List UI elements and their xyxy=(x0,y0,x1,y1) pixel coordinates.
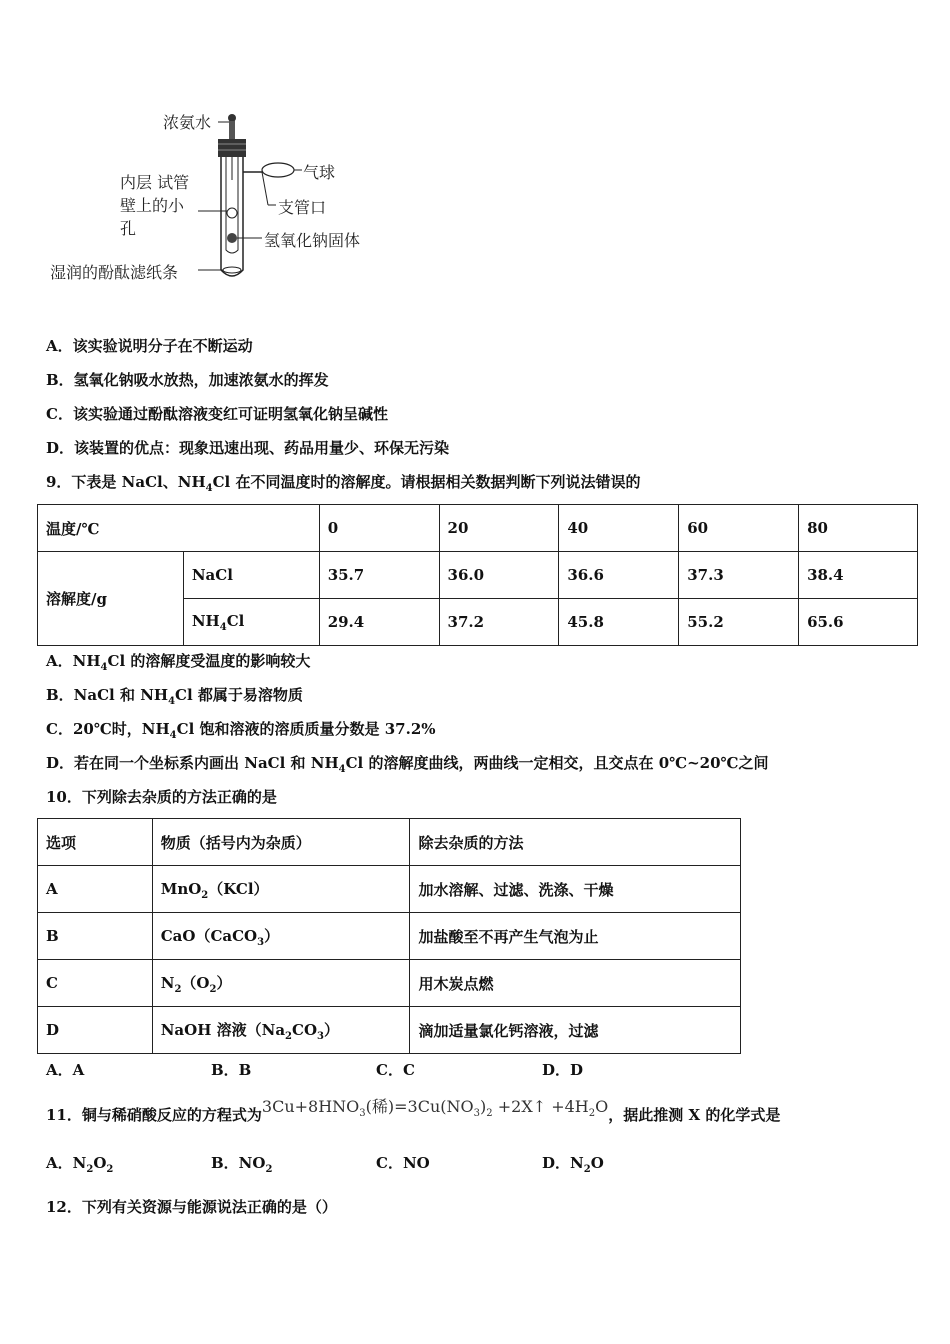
row-c-sub-s: 2 xyxy=(174,983,182,995)
q9-option-a-sub: 4 xyxy=(100,662,108,673)
nh4cl-label xyxy=(183,599,319,646)
row-b-option: B xyxy=(38,913,153,960)
temp-20: 20 xyxy=(439,505,559,552)
reaction-equation xyxy=(261,1097,609,1120)
q12-stem: 12．下列有关资源与能源说法正确的是（） xyxy=(46,1198,337,1216)
eq-part-4: +2X↑ +4H xyxy=(492,1097,589,1116)
q11-d-s: 2 xyxy=(583,1164,591,1175)
eq-part-3: ) xyxy=(480,1097,487,1116)
temp-80: 80 xyxy=(799,505,918,552)
nh4cl-label-b: Cl xyxy=(226,611,245,630)
eq-sub-2: 3 xyxy=(473,1108,481,1120)
eq-sub-4: 2 xyxy=(588,1108,596,1120)
solubility-table xyxy=(37,504,918,646)
q9-option-c-1: C．20℃时，NH xyxy=(46,720,170,738)
table-row xyxy=(38,819,741,866)
table-row xyxy=(38,505,918,552)
row-d-substance xyxy=(152,1007,410,1054)
temp-60: 60 xyxy=(679,505,799,552)
q9-stem-a: 9．下表是 NaCl、NH xyxy=(46,473,206,491)
row-a-sub-b: （KCl） xyxy=(208,879,269,898)
q8-option-c: C．该实验通过酚酞溶液变红可证明氢氧化钠呈碱性 xyxy=(46,405,388,423)
impurity-table xyxy=(37,818,741,1054)
q11-a-2: O xyxy=(93,1154,107,1172)
nh4cl-label-a: NH xyxy=(191,611,220,630)
table-row xyxy=(38,960,741,1007)
header-option: 选项 xyxy=(38,819,153,866)
label-inner-tube-2: 壁上的小 xyxy=(120,196,185,215)
q10-answer-b: B．B xyxy=(211,1061,252,1079)
eq-part-5: O xyxy=(595,1097,609,1116)
temp-header: 温度/℃ xyxy=(38,505,320,552)
header-substance: 物质（括号内为杂质） xyxy=(152,819,410,866)
q11-d-1: D．N xyxy=(542,1154,584,1172)
q9-option-c-2: Cl 饱和溶液的溶质质量分数是 37.2% xyxy=(176,720,436,738)
row-a-option: A xyxy=(38,866,153,913)
nh4cl-0: 29.4 xyxy=(319,599,439,646)
row-d-sub-c: ） xyxy=(324,1020,340,1039)
q9-option-d xyxy=(46,753,769,780)
label-inner-tube-1: 内层 试管 xyxy=(120,173,190,192)
q11-a-s2: 2 xyxy=(106,1164,114,1175)
label-paper: 湿润的酚酞滤纸条 xyxy=(50,263,179,282)
q11-d-2: O xyxy=(590,1154,604,1172)
row-a-sub-s: 2 xyxy=(201,889,209,901)
header-method: 除去杂质的方法 xyxy=(410,819,741,866)
nh4cl-40: 45.8 xyxy=(559,599,679,646)
q9-option-d-sub: 4 xyxy=(338,764,346,775)
temp-0: 0 xyxy=(319,505,439,552)
q11-stem-a: 11．铜与稀硝酸反应的方程式为 xyxy=(46,1106,262,1124)
q9-option-d-1: D．若在同一个坐标系内画出 NaCl 和 NH xyxy=(46,754,339,772)
row-d-sub-s2: 3 xyxy=(317,1030,324,1042)
nacl-60: 37.3 xyxy=(679,552,799,599)
q11-a-s1: 2 xyxy=(86,1164,94,1175)
row-c-sub-c: ） xyxy=(216,973,232,992)
row-b-sub-a: CaO（CaCO xyxy=(160,926,258,945)
row-b-substance xyxy=(152,913,410,960)
q11-stem-b: ，据此推测 X 的化学式是 xyxy=(608,1106,781,1124)
q9-option-b xyxy=(46,685,303,712)
row-c-sub-a: N xyxy=(160,973,175,992)
label-balloon: 气球 xyxy=(303,163,336,182)
nh4cl-60: 55.2 xyxy=(679,599,799,646)
apparatus-diagram xyxy=(40,100,400,300)
nacl-40: 36.6 xyxy=(559,552,679,599)
q11-option-b xyxy=(211,1153,272,1180)
q9-option-c xyxy=(46,719,436,746)
label-inner-tube-3: 孔 xyxy=(120,219,137,238)
q8-option-a: A．该实验说明分子在不断运动 xyxy=(46,337,253,355)
q11-b-s: 2 xyxy=(265,1164,273,1175)
nh4cl-label-sub: 4 xyxy=(219,621,227,633)
q9-stem-b: Cl 在不同温度时的溶解度。请根据相关数据判断下列说法错误的 xyxy=(212,473,641,491)
row-c-sub-b: （O xyxy=(181,973,210,992)
q11-option-d xyxy=(542,1153,604,1180)
row-b-sub-b: ） xyxy=(264,926,280,945)
label-naoh: 氢氧化钠固体 xyxy=(264,231,361,250)
eq-part-1: 3Cu+8HNO xyxy=(261,1097,360,1116)
q9-option-a-1: A．NH xyxy=(46,652,101,670)
row-d-sub-b: CO xyxy=(292,1020,318,1039)
row-a-substance xyxy=(152,866,410,913)
q9-stem xyxy=(46,472,640,499)
eq-sub-3: 2 xyxy=(486,1108,493,1120)
nacl-0: 35.7 xyxy=(319,552,439,599)
nh4cl-20: 37.2 xyxy=(439,599,559,646)
q8-option-d: D．该装置的优点：现象迅速出现、药品用量少、环保无污染 xyxy=(46,439,450,457)
table-row xyxy=(38,913,741,960)
nacl-label: NaCl xyxy=(183,552,319,599)
q9-option-a xyxy=(46,651,310,678)
q11-b-1: B．NO xyxy=(211,1154,266,1172)
q10-answer-a: A．A xyxy=(46,1061,85,1079)
q9-option-a-2: Cl 的溶解度受温度的影响较大 xyxy=(107,652,311,670)
row-d-method: 滴加适量氯化钙溶液，过滤 xyxy=(410,1007,741,1054)
q9-option-d-2: Cl 的溶解度曲线，两曲线一定相交，且交点在 0℃~20℃之间 xyxy=(345,754,769,772)
temp-40: 40 xyxy=(559,505,679,552)
label-branch: 支管口 xyxy=(278,198,327,217)
row-d-sub-s: 2 xyxy=(285,1030,293,1042)
row-a-method: 加水溶解、过滤、洗涤、干燥 xyxy=(410,866,741,913)
solubility-label: 溶解度/g xyxy=(38,552,184,646)
q11-option-c: C．NO xyxy=(376,1154,430,1172)
q9-option-b-sub: 4 xyxy=(168,696,176,707)
table-row xyxy=(38,552,918,599)
q10-answer-c: C．C xyxy=(376,1061,415,1079)
q11-option-a xyxy=(46,1153,113,1180)
q9-stem-sub: 4 xyxy=(205,483,213,494)
q8-option-b: B．氢氧化钠吸水放热，加速浓氨水的挥发 xyxy=(46,371,329,389)
row-c-substance xyxy=(152,960,410,1007)
table-row xyxy=(38,866,741,913)
nh4cl-80: 65.6 xyxy=(799,599,918,646)
eq-sub-1: 3 xyxy=(359,1108,366,1120)
q10-answer-d: D．D xyxy=(542,1061,584,1079)
q9-option-c-sub: 4 xyxy=(169,730,177,741)
nacl-20: 36.0 xyxy=(439,552,559,599)
label-ammonia: 浓氨水 xyxy=(163,113,212,132)
q9-option-b-2: Cl 都属于易溶物质 xyxy=(175,686,303,704)
q11-stem xyxy=(46,1097,781,1137)
row-c-sub-s2: 2 xyxy=(209,983,217,995)
row-b-method: 加盐酸至不再产生气泡为止 xyxy=(410,913,741,960)
q10-stem: 10．下列除去杂质的方法正确的是 xyxy=(46,788,277,806)
row-c-method: 用木炭点燃 xyxy=(410,960,741,1007)
q9-option-b-1: B．NaCl 和 NH xyxy=(46,686,169,704)
nacl-80: 38.4 xyxy=(799,552,918,599)
q11-a-1: A．N xyxy=(46,1154,87,1172)
row-b-sub-s: 3 xyxy=(257,936,265,948)
row-d-option: D xyxy=(38,1007,153,1054)
table-row xyxy=(38,1007,741,1054)
row-c-option: C xyxy=(38,960,153,1007)
row-d-sub-a: NaOH 溶液（Na xyxy=(160,1020,286,1039)
row-a-sub-a: MnO xyxy=(160,879,202,898)
eq-part-2: (稀)=3Cu(NO xyxy=(365,1097,474,1116)
